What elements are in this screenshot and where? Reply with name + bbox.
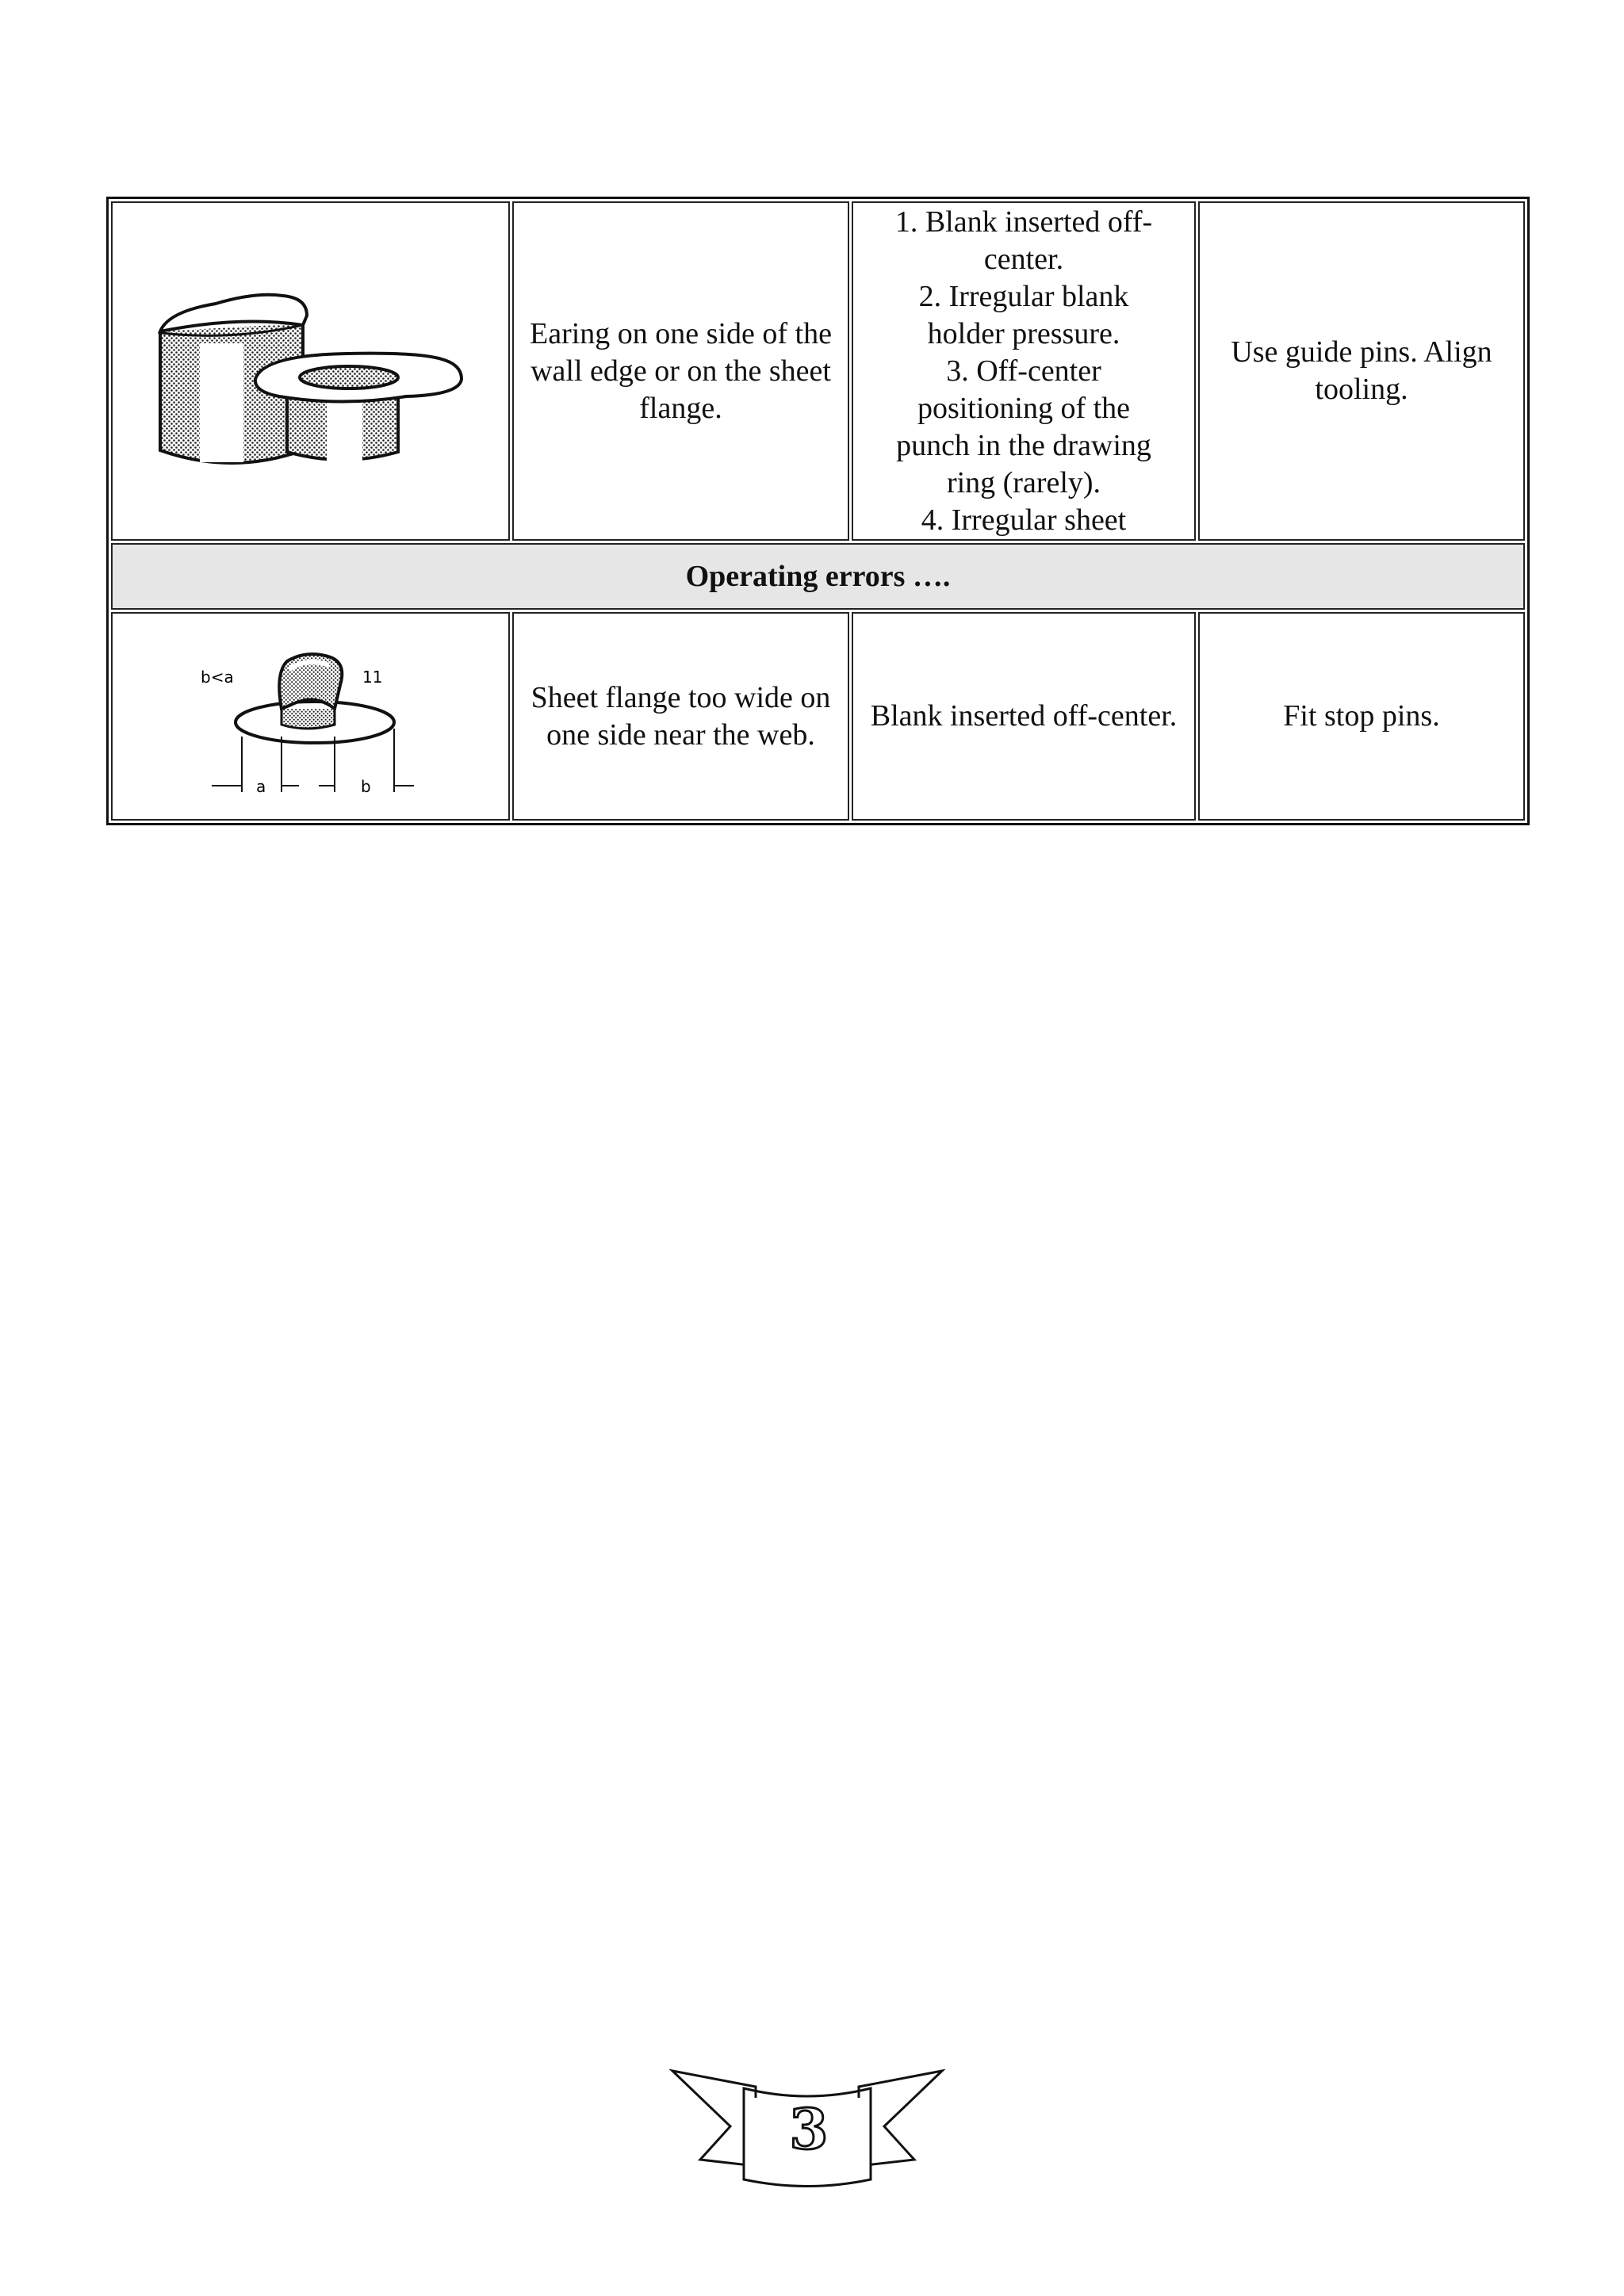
svg-text:a: a bbox=[255, 776, 266, 796]
flange-offset-illustration-icon bbox=[196, 633, 426, 800]
svg-text:b: b bbox=[360, 776, 371, 796]
page-number: 3 bbox=[789, 2095, 829, 2162]
table-row bbox=[111, 612, 1525, 821]
cause-line: 4. Irregular sheet bbox=[921, 503, 1127, 537]
cause-line: center. bbox=[983, 242, 1064, 276]
svg-text:11: 11 bbox=[362, 667, 382, 687]
defect-description: Earing on one side of the wall edge or on the sheet flange. bbox=[512, 201, 849, 541]
cause-line: holder pressure. bbox=[927, 316, 1120, 350]
cause-line: punch in the drawing bbox=[896, 428, 1151, 462]
cause-line: 3. Off-center bbox=[946, 354, 1101, 388]
illustration-cell bbox=[111, 201, 510, 541]
cause-line: positioning of the bbox=[917, 391, 1131, 425]
cause-line: 1. Blank inserted off- bbox=[894, 205, 1153, 239]
section-header: Operating errors …. bbox=[111, 543, 1525, 610]
cause-line: ring (rarely). bbox=[946, 465, 1101, 499]
cause-description: Blank inserted off-center. bbox=[852, 612, 1196, 821]
illustration-cell bbox=[111, 612, 510, 821]
cup-earing-illustration-icon bbox=[144, 268, 477, 474]
causes-list bbox=[852, 201, 1196, 541]
section-header-row bbox=[111, 543, 1525, 610]
defects-table bbox=[106, 197, 1530, 825]
svg-text:b<a: b<a bbox=[200, 667, 234, 687]
defect-description: Sheet flange too wide on one side near the web. bbox=[512, 612, 849, 821]
table-row bbox=[111, 201, 1525, 541]
remedy-description: Fit stop pins. bbox=[1198, 612, 1525, 821]
cause-line: 2. Irregular blank bbox=[918, 279, 1129, 313]
remedy-description: Use guide pins. Align tooling. bbox=[1198, 201, 1525, 541]
